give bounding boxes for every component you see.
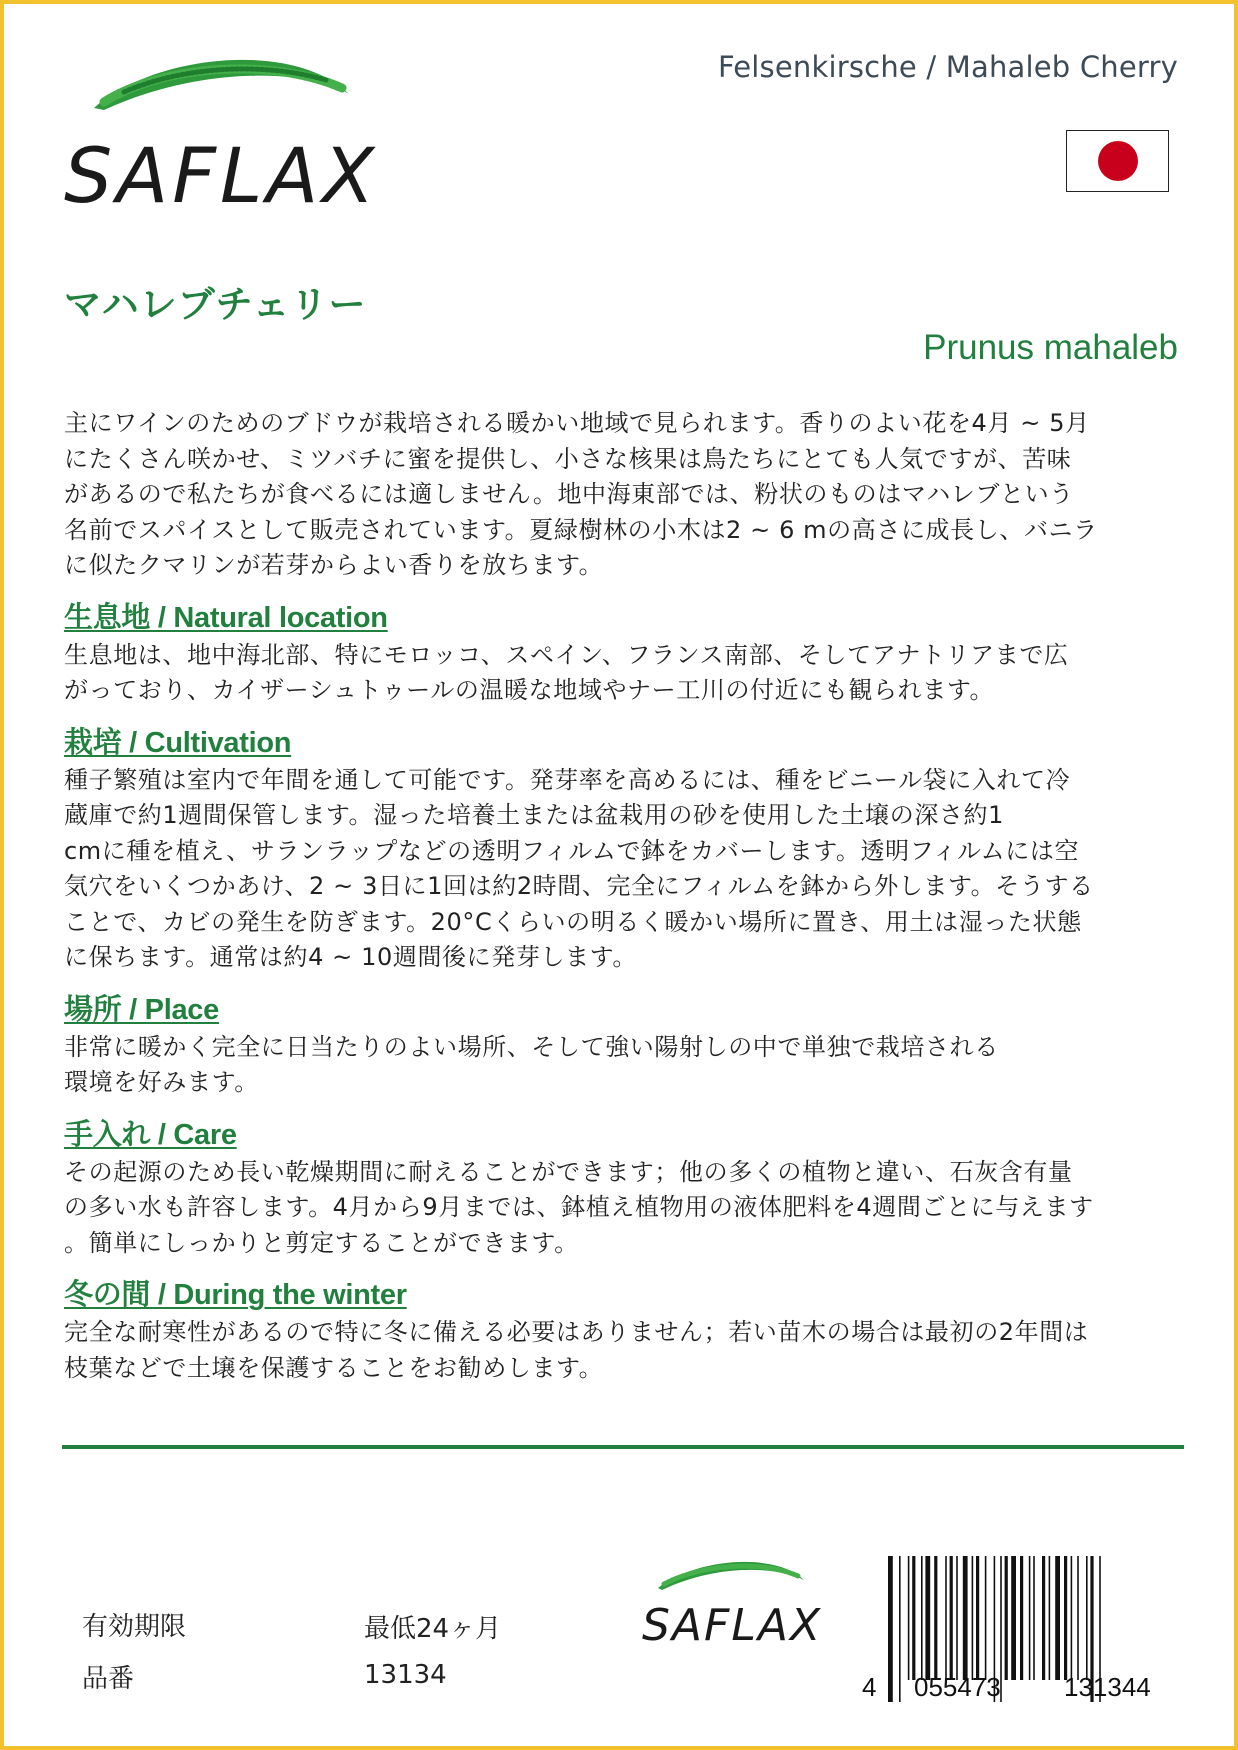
saflax-logo — [64, 44, 404, 214]
barcode-bar — [972, 1556, 974, 1680]
barcode-bar — [921, 1556, 923, 1680]
svg-text:SAFLAX: SAFLAX — [642, 1600, 823, 1651]
barcode-bar — [1049, 1556, 1051, 1680]
section-line: がっており、カイザーシュトゥールの温暖な地域やナー工川の付近にも観られます。 — [64, 676, 995, 704]
barcode-bar — [925, 1556, 930, 1680]
title-latin: Prunus mahaleb — [923, 328, 1178, 367]
expiry-value: 最低24ヶ月 — [364, 1614, 502, 1644]
barcode-bar — [1005, 1556, 1008, 1680]
barcode-digit-first: 4 — [862, 1672, 877, 1702]
saflax-logo-small — [636, 1552, 836, 1652]
barcode-bar — [1071, 1556, 1073, 1680]
section-line: 非常に暖かく完全に日当たりのよい場所、そして強い陽射しの中で単独で栽培される — [64, 1032, 999, 1061]
footer-divider — [62, 1445, 1184, 1449]
barcode-bar — [1077, 1556, 1079, 1680]
description-content — [64, 406, 1184, 1386]
section-text-winter — [64, 1315, 1184, 1386]
section-line: に保ちます。通常は約4 ~ 10週間後に発芽します。 — [64, 943, 637, 971]
barcode-group-left: 055473 — [914, 1672, 1001, 1702]
section-heading-natural-location: 生息地 / Natural location — [64, 601, 388, 634]
barcode-bar — [956, 1556, 958, 1680]
barcode-bar — [1086, 1556, 1088, 1680]
barcode-bar — [976, 1556, 979, 1680]
section-line: 生息地は、地中海北部、特にモロッコ、スペイン、フランス南部、そしてアナトリアまで広 — [64, 640, 1069, 669]
barcode-bar — [985, 1556, 987, 1680]
barcode-bar — [908, 1556, 910, 1680]
barcode-bar — [899, 1556, 901, 1702]
section-line: 気穴をいくつかあけ、2 ~ 3日に1回は約2時間、完全にフィルムを鉢から外します。そうする — [64, 872, 1094, 900]
section-line: その起源のため長い乾燥期間に耐えることができます；他の多くの植物と違い、石灰含有量 — [64, 1157, 1073, 1186]
barcode-bar — [1064, 1556, 1067, 1680]
title-japanese: マハレブチェリー — [64, 283, 367, 326]
intro-line: があるので私たちが食べるには適しません。地中海東部では、粉状のものはマハレブという — [64, 480, 1074, 508]
section-text-cultivation — [64, 763, 1184, 976]
barcode-bar — [934, 1556, 937, 1680]
barcode-bar — [888, 1556, 893, 1702]
section-line: の多い水も許容します。4月から9月までは、鉢植え植物用の液体肥料を4週間ごとに与えます — [64, 1193, 1094, 1221]
barcode-bar — [1011, 1556, 1016, 1680]
section-heading-place: 場所 / Place — [64, 993, 219, 1026]
barcode-bar — [963, 1556, 968, 1680]
item-number-label: 品番 — [82, 1664, 135, 1694]
section-line: 。簡単にしっかりと剪定することができます。 — [64, 1228, 579, 1257]
section-text-care — [64, 1155, 1184, 1262]
barcode-bar — [912, 1556, 915, 1680]
barcode-bar — [1029, 1556, 1031, 1680]
section-heading-care: 手入れ / Care — [64, 1118, 237, 1151]
product-name-de-en: Felsenkirsche / Mahaleb Cherry — [717, 50, 1178, 84]
barcode-group-right: 131344 — [1064, 1672, 1151, 1702]
section-text-natural-location — [64, 638, 1184, 709]
intro-paragraph — [64, 406, 1184, 584]
section-heading-winter: 冬の間 / During the winter — [64, 1279, 407, 1311]
barcode-bar — [950, 1556, 953, 1680]
barcode-bar — [1055, 1556, 1060, 1680]
section-line: 枝葉などで土壌を保護することをお勧めします。 — [64, 1353, 604, 1382]
section-heading-cultivation: 栽培 / Cultivation — [64, 726, 292, 759]
expiry-label: 有効期限 — [82, 1612, 187, 1642]
section-line: ことで、カビの発生を防ぎます。20°Cくらいの明るく暖かい場所に置き、用土は湿った状態 — [64, 907, 1082, 936]
svg-text:SAFLAX: SAFLAX — [64, 131, 379, 214]
section-line: 蔵庫で約1週間保管します。湿った培養土または盆栽用の砂を使用した土壌の深さ約1 — [64, 801, 1005, 829]
barcode-bar — [1042, 1556, 1045, 1680]
barcode-bar — [945, 1556, 947, 1680]
section-line: 種子繁殖は室内で年間を通して可能です。発芽率を高めるには、種をビニール袋に入れて冷 — [64, 765, 1071, 794]
japan-flag-icon — [1066, 130, 1169, 192]
section-line: 環境を好みます。 — [64, 1068, 259, 1096]
item-number-value: 13134 — [364, 1660, 447, 1690]
intro-line: 主にワインのためのブドウが栽培される暖かい地域で見られます。香りのよい花を4月 ~ 5月 — [64, 409, 1090, 437]
intro-line: 名前でスパイスとして販売されています。夏緑樹林の小木は2 ~ 6 mの高さに成長し、バニラ — [64, 515, 1098, 544]
intro-line: に似たクマリンが若芽からよい香りを放ちます。 — [64, 551, 604, 579]
section-line: 完全な耐寒性があるので特に冬に備える必要はありません；若い苗木の場合は最初の2年間は — [64, 1318, 1089, 1346]
intro-line: にたくさん咲かせ、ミツバチに蜜を提供し、小さな核果は鳥たちにとても人気ですが、苦味 — [64, 444, 1072, 473]
barcode-bar — [1033, 1556, 1035, 1680]
section-line: cmに種を植え、サランラップなどの透明フィルムで鉢をカバーします。透明フィルムには空 — [64, 836, 1080, 865]
section-text-place — [64, 1030, 1184, 1101]
barcode-bar — [1020, 1556, 1023, 1680]
